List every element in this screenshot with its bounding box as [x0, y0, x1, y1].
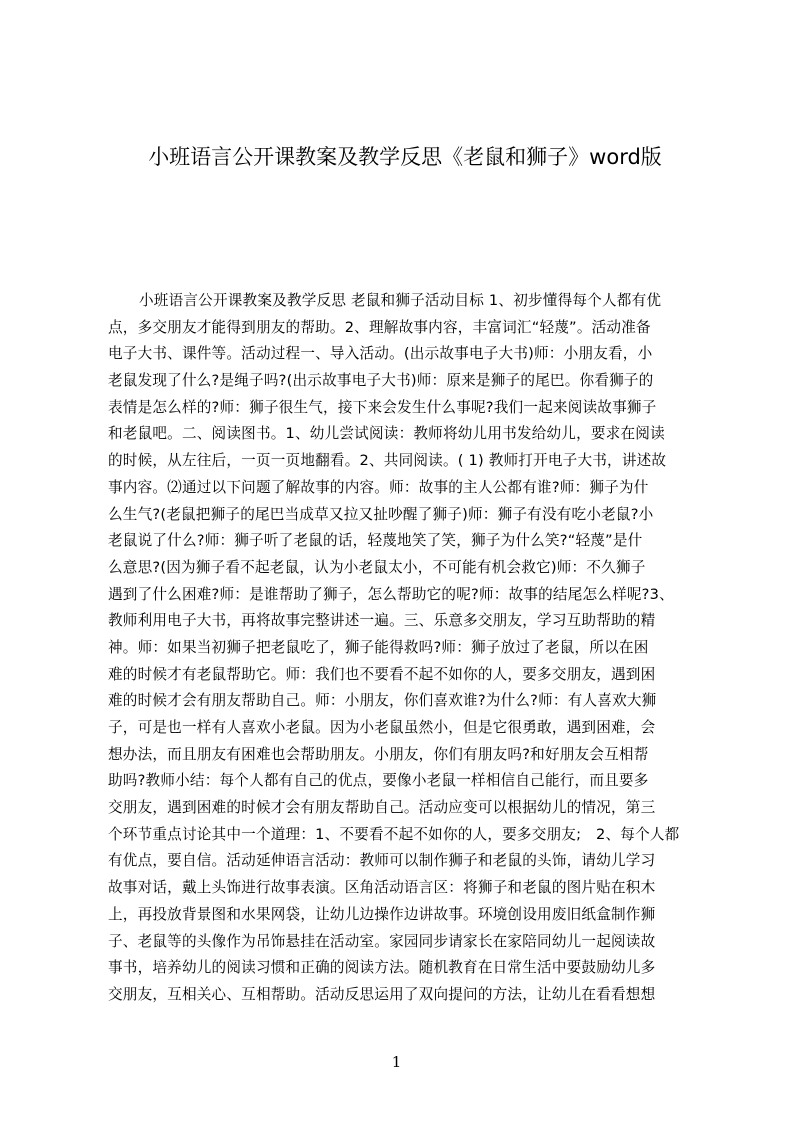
text-line: 遇到了什么困难?师：是谁帮助了狮子，怎么帮助它的呢?师：故事的结尾怎么样呢?3、 — [108, 585, 674, 603]
text-line: 的时候，从左往后，一页一页地翻看。2、共同阅读。( 1) 教师打开电子大书，讲述故 — [108, 452, 667, 470]
text-line: 事内容。⑵通过以下问题了解故事的内容。师：故事的主人公都有谁?师：狮子为什 — [108, 478, 649, 496]
text-line: 子、老鼠等的头像作为吊饰悬挂在活动室。家园同步请家长在家陪同幼儿一起阅读故 — [108, 932, 656, 950]
text-line: 电子大书、课件等。活动过程一、导入活动。(出示故事电子大书)师：小朋友看，小 — [108, 345, 653, 363]
text-line: 神。师：如果当初狮子把老鼠吃了，狮子能得救吗?师：狮子放过了老鼠，所以在困 — [108, 638, 649, 656]
text-line: 事书，培养幼儿的阅读习惯和正确的阅读方法。随机教育在日常生活中要鼓励幼儿多 — [108, 959, 656, 977]
text-line: 教师利用电子大书，再将故事完整讲述一遍。三、乐意多交朋友，学习互助帮助的精 — [108, 612, 656, 630]
text-line: 有优点，要自信。活动延伸语言活动：教师可以制作狮子和老鼠的头饰，请幼儿学习 — [108, 852, 656, 870]
text-line: 助吗?教师小结：每个人都有自己的优点，要像小老鼠一样相信自己能行，而且要多 — [108, 772, 649, 790]
text-line: 和老鼠吧。二、阅读图书。1、幼儿尝试阅读：教师将幼儿用书发给幼儿，要求在阅读 — [108, 425, 665, 443]
document-title: 小班语言公开课教案及教学反思《老鼠和狮子》word版 — [148, 145, 662, 169]
text-line: 老鼠发现了什么?是绳子吗?(出示故事电子大书)师：原来是狮子的尾巴。你看狮子的 — [108, 372, 654, 390]
text-line: 小班语言公开课教案及教学反思 老鼠和狮子活动目标 1、初步懂得每个人都有优 — [139, 292, 662, 309]
text-line: 难的时候才会有朋友帮助自己。师：小朋友，你们喜欢谁?为什么?师：有人喜欢大狮 — [108, 692, 657, 710]
page-number: 1 — [391, 1053, 402, 1071]
body-paragraph — [108, 288, 698, 1009]
text-line: 交朋友，互相关心、互相帮助。活动反思运用了双向提问的方法，让幼儿在看看想想 — [108, 985, 656, 1003]
text-line: 上，再投放背景图和水果网袋，让幼儿边操作边讲故事。环境创设用废旧纸盒制作狮 — [108, 905, 656, 923]
text-line: 难的时候才有老鼠帮助它。师：我们也不要看不起不如你的人，要多交朋友，遇到困 — [108, 665, 656, 683]
text-line: 点，多交朋友才能得到朋友的帮助。2、理解故事内容，丰富词汇“轻蔑”。活动准备 — [108, 318, 651, 336]
text-line: 想办法，而且朋友有困难也会帮助朋友。小朋友，你们有朋友吗?和好朋友会互相帮 — [108, 745, 649, 763]
text-line: 表情是怎么样的?师：狮子很生气，接下来会发生什么事呢?我们一起来阅读故事狮子 — [108, 398, 657, 416]
text-line: 故事对话，戴上头饰进行故事表演。区角活动语言区：将狮子和老鼠的图片贴在积木 — [108, 879, 656, 897]
text-line: 么生气?(老鼠把狮子的尾巴当成草又拉又扯吵醒了狮子)师：狮子有没有吃小老鼠?小 — [108, 505, 654, 523]
text-line: 个环节重点讨论其中一个道理：1、不要看不起不如你的人，要多交朋友; 2、每个人都 — [108, 825, 680, 843]
text-line: 么意思?(因为狮子看不起老鼠，认为小老鼠太小，不可能有机会救它)师：不久狮子 — [108, 558, 646, 576]
text-line: 交朋友，遇到困难的时候才会有朋友帮助自己。活动应变可以根据幼儿的情况，第三 — [108, 799, 656, 817]
text-line: 老鼠说了什么?师：狮子听了老鼠的话，轻蔑地笑了笑，狮子为什么笑?“轻蔑”是什 — [108, 532, 643, 550]
text-line: 子，可是也一样有人喜欢小老鼠。因为小老鼠虽然小，但是它很勇敢，遇到困难，会 — [108, 719, 656, 736]
